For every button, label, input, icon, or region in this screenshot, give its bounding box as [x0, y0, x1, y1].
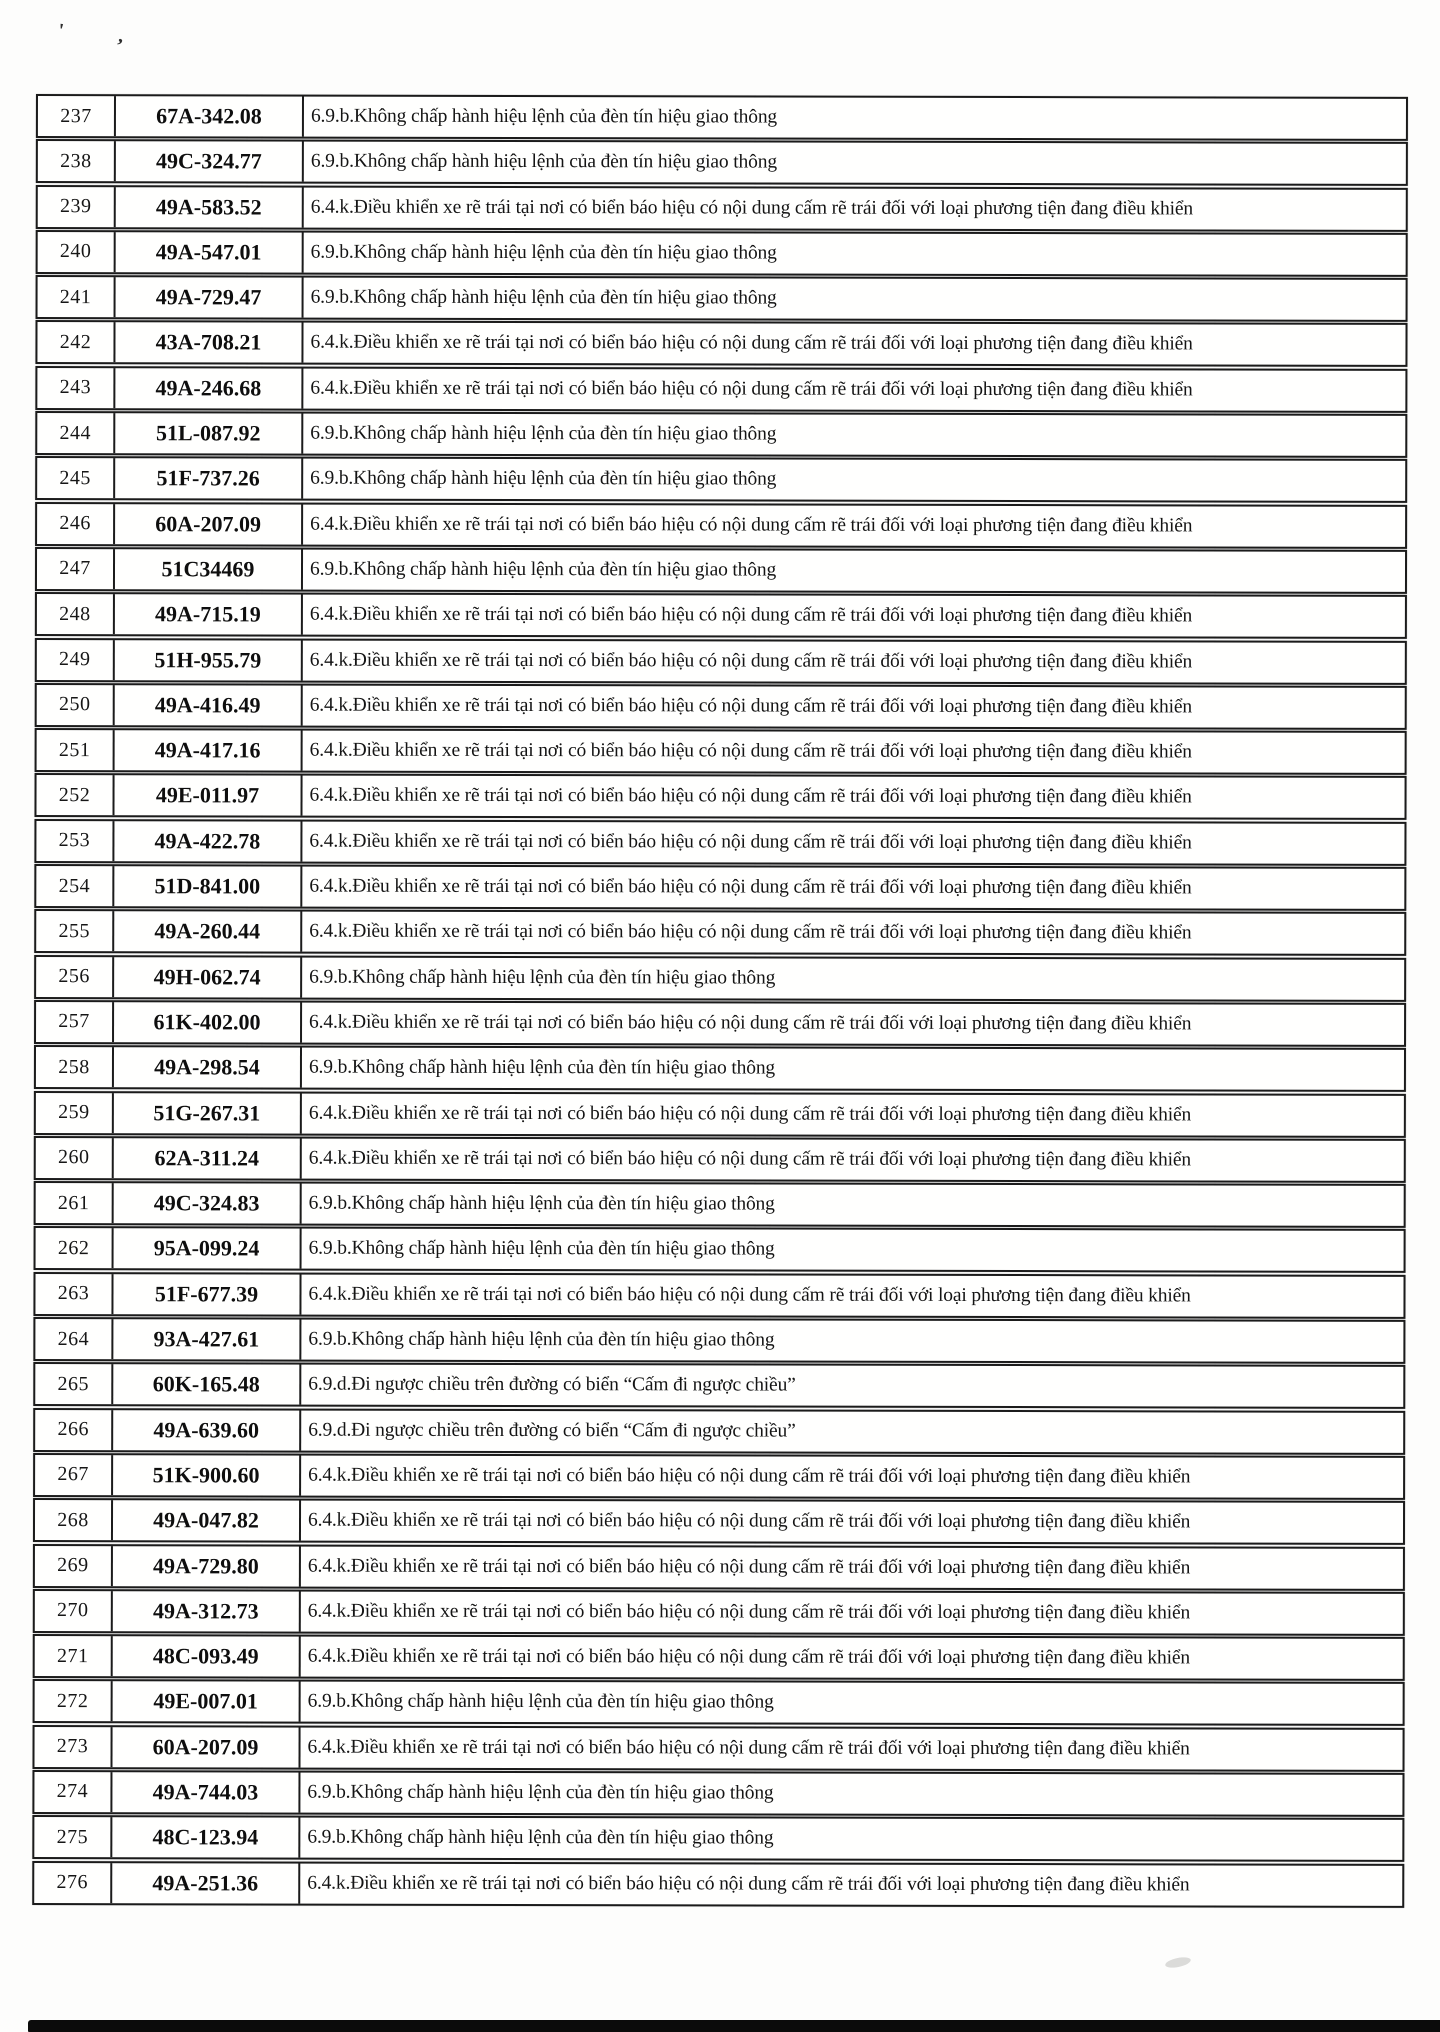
violation-text: 6.9.d.Đi ngược chiều trên đường có biển “Cấm đi ngược chiều” [308, 1373, 796, 1396]
row-number: 246 [37, 504, 115, 544]
license-plate: 51G-267.31 [114, 1093, 302, 1133]
table-row [33, 1543, 1405, 1590]
row-number: 240 [38, 232, 116, 272]
license-plate: 62A-311.24 [114, 1138, 302, 1178]
license-plate: 49A-251.36 [112, 1863, 300, 1903]
license-plate: 49A-729.80 [113, 1546, 301, 1586]
license-plate: 67A-342.08 [116, 96, 304, 136]
row-number: 259 [36, 1093, 114, 1133]
row-number: 244 [37, 413, 115, 453]
table-row [35, 366, 1407, 413]
table-row [32, 1770, 1404, 1817]
row-number: 265 [35, 1364, 113, 1404]
violation-text: 6.4.k.Điều khiển xe rẽ trái tại nơi có biển báo hiệu có nội dung cấm rẽ trái đối với loại phương tiện đang điều khiển [309, 875, 1192, 899]
violation-text: 6.9.b.Không chấp hành hiệu lệnh của đèn tín hiệu giao thông [310, 286, 777, 309]
violation-text: 6.4.k.Điều khiển xe rẽ trái tại nơi có biển báo hiệu có nội dung cấm rẽ trái đối với loại phương tiện đang điều khiển [309, 920, 1192, 944]
row-number: 254 [36, 866, 114, 906]
license-plate: 49A-639.60 [113, 1410, 301, 1450]
table-row [34, 1181, 1406, 1228]
table-row [34, 955, 1406, 1002]
violation-text: 6.4.k.Điều khiển xe rẽ trái tại nơi có biển báo hiệu có nội dung cấm rẽ trái đối với loại phương tiện đang điều khiển [308, 1283, 1191, 1307]
violation-text: 6.9.b.Không chấp hành hiệu lệnh của đèn tín hiệu giao thông [307, 1690, 774, 1713]
violation-text: 6.4.k.Điều khiển xe rẽ trái tại nơi có biển báo hiệu có nội dung cấm rẽ trái đối với loại phương tiện đang điều khiển [309, 603, 1193, 627]
table-row [35, 683, 1407, 730]
violation-text: 6.9.b.Không chấp hành hiệu lệnh của đèn tín hiệu giao thông [309, 966, 776, 989]
table-row [35, 547, 1407, 594]
license-plate: 49A-583.52 [116, 187, 304, 227]
violation-text: 6.9.b.Không chấp hành hiệu lệnh của đèn tín hiệu giao thông [307, 1826, 774, 1849]
license-plate: 43A-708.21 [115, 323, 303, 363]
license-plate: 60K-165.48 [113, 1364, 301, 1404]
table-row [33, 1679, 1405, 1726]
row-number: 264 [35, 1319, 113, 1359]
violation-text: 6.9.b.Không chấp hành hiệu lệnh của đèn tín hiệu giao thông [308, 1328, 775, 1351]
table-row [35, 592, 1407, 639]
license-plate: 49A-729.47 [116, 277, 304, 317]
row-number: 268 [35, 1500, 113, 1540]
violation-text: 6.4.k.Điều khiển xe rẽ trái tại nơi có biển báo hiệu có nội dung cấm rẽ trái đối với loại phương tiện đang điều khiển [309, 739, 1192, 763]
row-number: 245 [37, 458, 115, 498]
violation-text: 6.4.k.Điều khiển xe rẽ trái tại nơi có biển báo hiệu có nội dung cấm rẽ trái đối với loại phương tiện đang điều khiển [307, 1645, 1191, 1669]
table-row [34, 909, 1406, 956]
license-plate: 49A-312.73 [113, 1591, 301, 1631]
table-row [33, 1272, 1405, 1319]
license-plate: 49A-744.03 [112, 1772, 300, 1812]
violation-text: 6.4.k.Điều khiển xe rẽ trái tại nơi có biển báo hiệu có nội dung cấm rẽ trái đối với loại phương tiện đang điều khiển [308, 1102, 1192, 1125]
table-row [34, 1091, 1406, 1138]
license-plate: 49A-246.68 [115, 368, 303, 408]
row-number: 241 [38, 277, 116, 317]
table-row [36, 94, 1408, 141]
table-row [34, 819, 1406, 866]
license-plate: 60A-207.09 [112, 1727, 300, 1767]
table-row [34, 1136, 1406, 1183]
violation-text: 6.4.k.Điều khiển xe rẽ trái tại nơi có biển báo hiệu có nội dung cấm rẽ trái đối với loại phương tiện đang điều khiển [310, 332, 1193, 355]
table-row [35, 456, 1407, 503]
violation-text: 6.4.k.Điều khiển xe rẽ trái tại nơi có biển báo hiệu có nội dung cấm rẽ trái đối với loại phương tiện đang điều khiển [310, 196, 1194, 220]
row-number: 239 [38, 187, 116, 227]
row-number: 270 [35, 1591, 113, 1631]
row-number: 251 [37, 730, 115, 770]
row-number: 253 [36, 821, 114, 861]
row-number: 260 [36, 1138, 114, 1178]
row-number: 257 [36, 1002, 114, 1042]
violation-text: 6.9.d.Đi ngược chiều trên đường có biển “Cấm đi ngược chiều” [308, 1419, 796, 1442]
violation-text: 6.4.k.Điều khiển xe rẽ trái tại nơi có biển báo hiệu có nội dung cấm rẽ trái đối với loại phương tiện đang điều khiển [309, 1011, 1192, 1035]
license-plate: 51L-087.92 [115, 413, 303, 453]
row-number: 266 [35, 1410, 113, 1450]
table-row [34, 773, 1406, 820]
table-row [35, 728, 1407, 775]
table-row [32, 1815, 1404, 1862]
row-number: 273 [34, 1727, 112, 1767]
row-number: 271 [35, 1636, 113, 1676]
violation-text: 6.4.k.Điều khiển xe rẽ trái tại nơi có biển báo hiệu có nội dung cấm rẽ trái đối với loại phương tiện đang điều khiển [307, 1600, 1191, 1624]
table-row [34, 864, 1406, 911]
row-number: 263 [35, 1274, 113, 1314]
license-plate: 51F-677.39 [113, 1274, 301, 1314]
table-row [34, 1045, 1406, 1092]
license-plate: 48C-093.49 [113, 1636, 301, 1676]
row-number: 274 [34, 1772, 112, 1812]
license-plate: 49A-416.49 [115, 685, 303, 725]
license-plate: 49A-422.78 [114, 821, 302, 861]
violation-text: 6.4.k.Điều khiển xe rẽ trái tại nơi có biển báo hiệu có nội dung cấm rẽ trái đối với loại phương tiện đang điều khiển [308, 1147, 1192, 1171]
license-plate: 61K-402.00 [114, 1002, 302, 1042]
table-row [33, 1317, 1405, 1364]
violation-table [32, 94, 1408, 1909]
violation-text: 6.9.b.Không chấp hành hiệu lệnh của đèn tín hiệu giao thông [307, 1781, 774, 1804]
row-number: 276 [34, 1863, 112, 1903]
table-row [33, 1498, 1405, 1545]
license-plate: 51F-737.26 [115, 459, 303, 499]
violation-text: 6.4.k.Điều khiển xe rẽ trái tại nơi có biển báo hiệu có nội dung cấm rẽ trái đối với loại phương tiện đang điều khiển [310, 513, 1193, 537]
violation-text: 6.9.b.Không chấp hành hiệu lệnh của đèn tín hiệu giao thông [310, 105, 778, 128]
license-plate: 49A-260.44 [114, 912, 302, 952]
table-row [34, 1000, 1406, 1047]
row-number: 248 [37, 594, 115, 634]
table-row [33, 1453, 1405, 1500]
violation-text: 6.9.b.Không chấp hành hiệu lệnh của đèn tín hiệu giao thông [308, 1056, 776, 1079]
license-plate: 49A-547.01 [116, 232, 304, 272]
scan-artifact-mark: , [116, 24, 127, 48]
license-plate: 95A-099.24 [114, 1229, 302, 1269]
table-row [33, 1589, 1405, 1636]
violation-text: 6.9.b.Không chấp hành hiệu lệnh của đèn tín hiệu giao thông [308, 1192, 775, 1215]
license-plate: 49A-298.54 [114, 1047, 302, 1087]
violation-text: 6.4.k.Điều khiển xe rẽ trái tại nơi có biển báo hiệu có nội dung cấm rẽ trái đối với loại phương tiện đang điều khiển [309, 649, 1193, 672]
row-number: 243 [37, 368, 115, 408]
scan-artifact-mark: ' [56, 19, 66, 43]
scan-edge-bar [28, 2020, 1440, 2032]
license-plate: 48C-123.94 [112, 1817, 300, 1857]
violation-text: 6.4.k.Điều khiển xe rẽ trái tại nơi có biển báo hiệu có nội dung cấm rẽ trái đối với loại phương tiện đang điều khiển [307, 1872, 1190, 1895]
violation-text: 6.4.k.Điều khiển xe rẽ trái tại nơi có biển báo hiệu có nội dung cấm rẽ trái đối với loại phương tiện đang điều khiển [308, 1464, 1191, 1488]
row-number: 238 [38, 141, 116, 181]
violation-text: 6.4.k.Điều khiển xe rẽ trái tại nơi có biển báo hiệu có nội dung cấm rẽ trái đối với loại phương tiện đang điều khiển [309, 830, 1192, 854]
table-row [35, 411, 1407, 458]
row-number: 258 [36, 1047, 114, 1087]
license-plate: 51C34469 [115, 549, 303, 589]
violation-text: 6.9.b.Không chấp hành hiệu lệnh của đèn tín hiệu giao thông [310, 241, 777, 264]
row-number: 272 [35, 1681, 113, 1721]
license-plate: 49A-417.16 [115, 730, 303, 770]
license-plate: 49C-324.83 [114, 1183, 302, 1223]
table-row [35, 502, 1407, 549]
violation-text: 6.9.b.Không chấp hành hiệu lệnh của đèn tín hiệu giao thông [308, 1237, 775, 1260]
violation-text: 6.4.k.Điều khiển xe rẽ trái tại nơi có biển báo hiệu có nội dung cấm rẽ trái đối với loại phương tiện đang điều khiển [307, 1736, 1190, 1760]
row-number: 256 [36, 957, 114, 997]
row-number: 261 [36, 1183, 114, 1223]
violation-text: 6.9.b.Không chấp hành hiệu lệnh của đèn tín hiệu giao thông [310, 150, 777, 173]
violation-text: 6.9.b.Không chấp hành hiệu lệnh của đèn tín hiệu giao thông [309, 558, 777, 581]
license-plate: 93A-427.61 [113, 1319, 301, 1359]
scan-smudge [1164, 1955, 1191, 1969]
violation-text: 6.4.k.Điều khiển xe rẽ trái tại nơi có biển báo hiệu có nội dung cấm rẽ trái đối với loại phương tiện đang điều khiển [309, 694, 1193, 718]
row-number: 275 [34, 1817, 112, 1857]
violation-text: 6.9.b.Không chấp hành hiệu lệnh của đèn tín hiệu giao thông [310, 422, 777, 445]
table-row [33, 1408, 1405, 1455]
table-row [35, 638, 1407, 685]
table-row [34, 1226, 1406, 1273]
table-row [32, 1861, 1404, 1908]
license-plate: 51H-955.79 [115, 640, 303, 680]
row-number: 250 [37, 685, 115, 725]
violation-text: 6.4.k.Điều khiển xe rẽ trái tại nơi có biển báo hiệu có nội dung cấm rẽ trái đối với loại phương tiện đang điều khiển [309, 785, 1192, 808]
violation-text: 6.9.b.Không chấp hành hiệu lệnh của đèn tín hiệu giao thông [310, 467, 777, 490]
license-plate: 51K-900.60 [113, 1455, 301, 1495]
table-row [36, 185, 1408, 232]
table-row [36, 275, 1408, 322]
table-row [33, 1362, 1405, 1409]
row-number: 237 [38, 96, 116, 136]
row-number: 255 [36, 911, 114, 951]
table-row [36, 139, 1408, 186]
violation-text: 6.4.k.Điều khiển xe rẽ trái tại nơi có biển báo hiệu có nội dung cấm rẽ trái đối với loại phương tiện đang điều khiển [310, 377, 1193, 401]
table-row [32, 1725, 1404, 1772]
license-plate: 49C-324.77 [116, 141, 304, 181]
table-row [36, 230, 1408, 277]
row-number: 269 [35, 1546, 113, 1586]
license-plate: 49A-047.82 [113, 1500, 301, 1540]
row-number: 242 [37, 322, 115, 362]
table-row [33, 1634, 1405, 1681]
row-number: 249 [37, 640, 115, 680]
license-plate: 60A-207.09 [115, 504, 303, 544]
license-plate: 49A-715.19 [115, 594, 303, 634]
license-plate: 51D-841.00 [114, 866, 302, 906]
row-number: 267 [35, 1455, 113, 1495]
license-plate: 49E-007.01 [113, 1682, 301, 1722]
violation-text: 6.4.k.Điều khiển xe rẽ trái tại nơi có biển báo hiệu có nội dung cấm rẽ trái đối với loại phương tiện đang điều khiển [307, 1509, 1191, 1533]
license-plate: 49H-062.74 [114, 957, 302, 997]
row-number: 247 [37, 549, 115, 589]
violation-text: 6.4.k.Điều khiển xe rẽ trái tại nơi có biển báo hiệu có nội dung cấm rẽ trái đối với loại phương tiện đang điều khiển [307, 1555, 1191, 1578]
row-number: 252 [36, 775, 114, 815]
row-number: 262 [36, 1228, 114, 1268]
license-plate: 49E-011.97 [114, 776, 302, 816]
table-row [35, 320, 1407, 367]
